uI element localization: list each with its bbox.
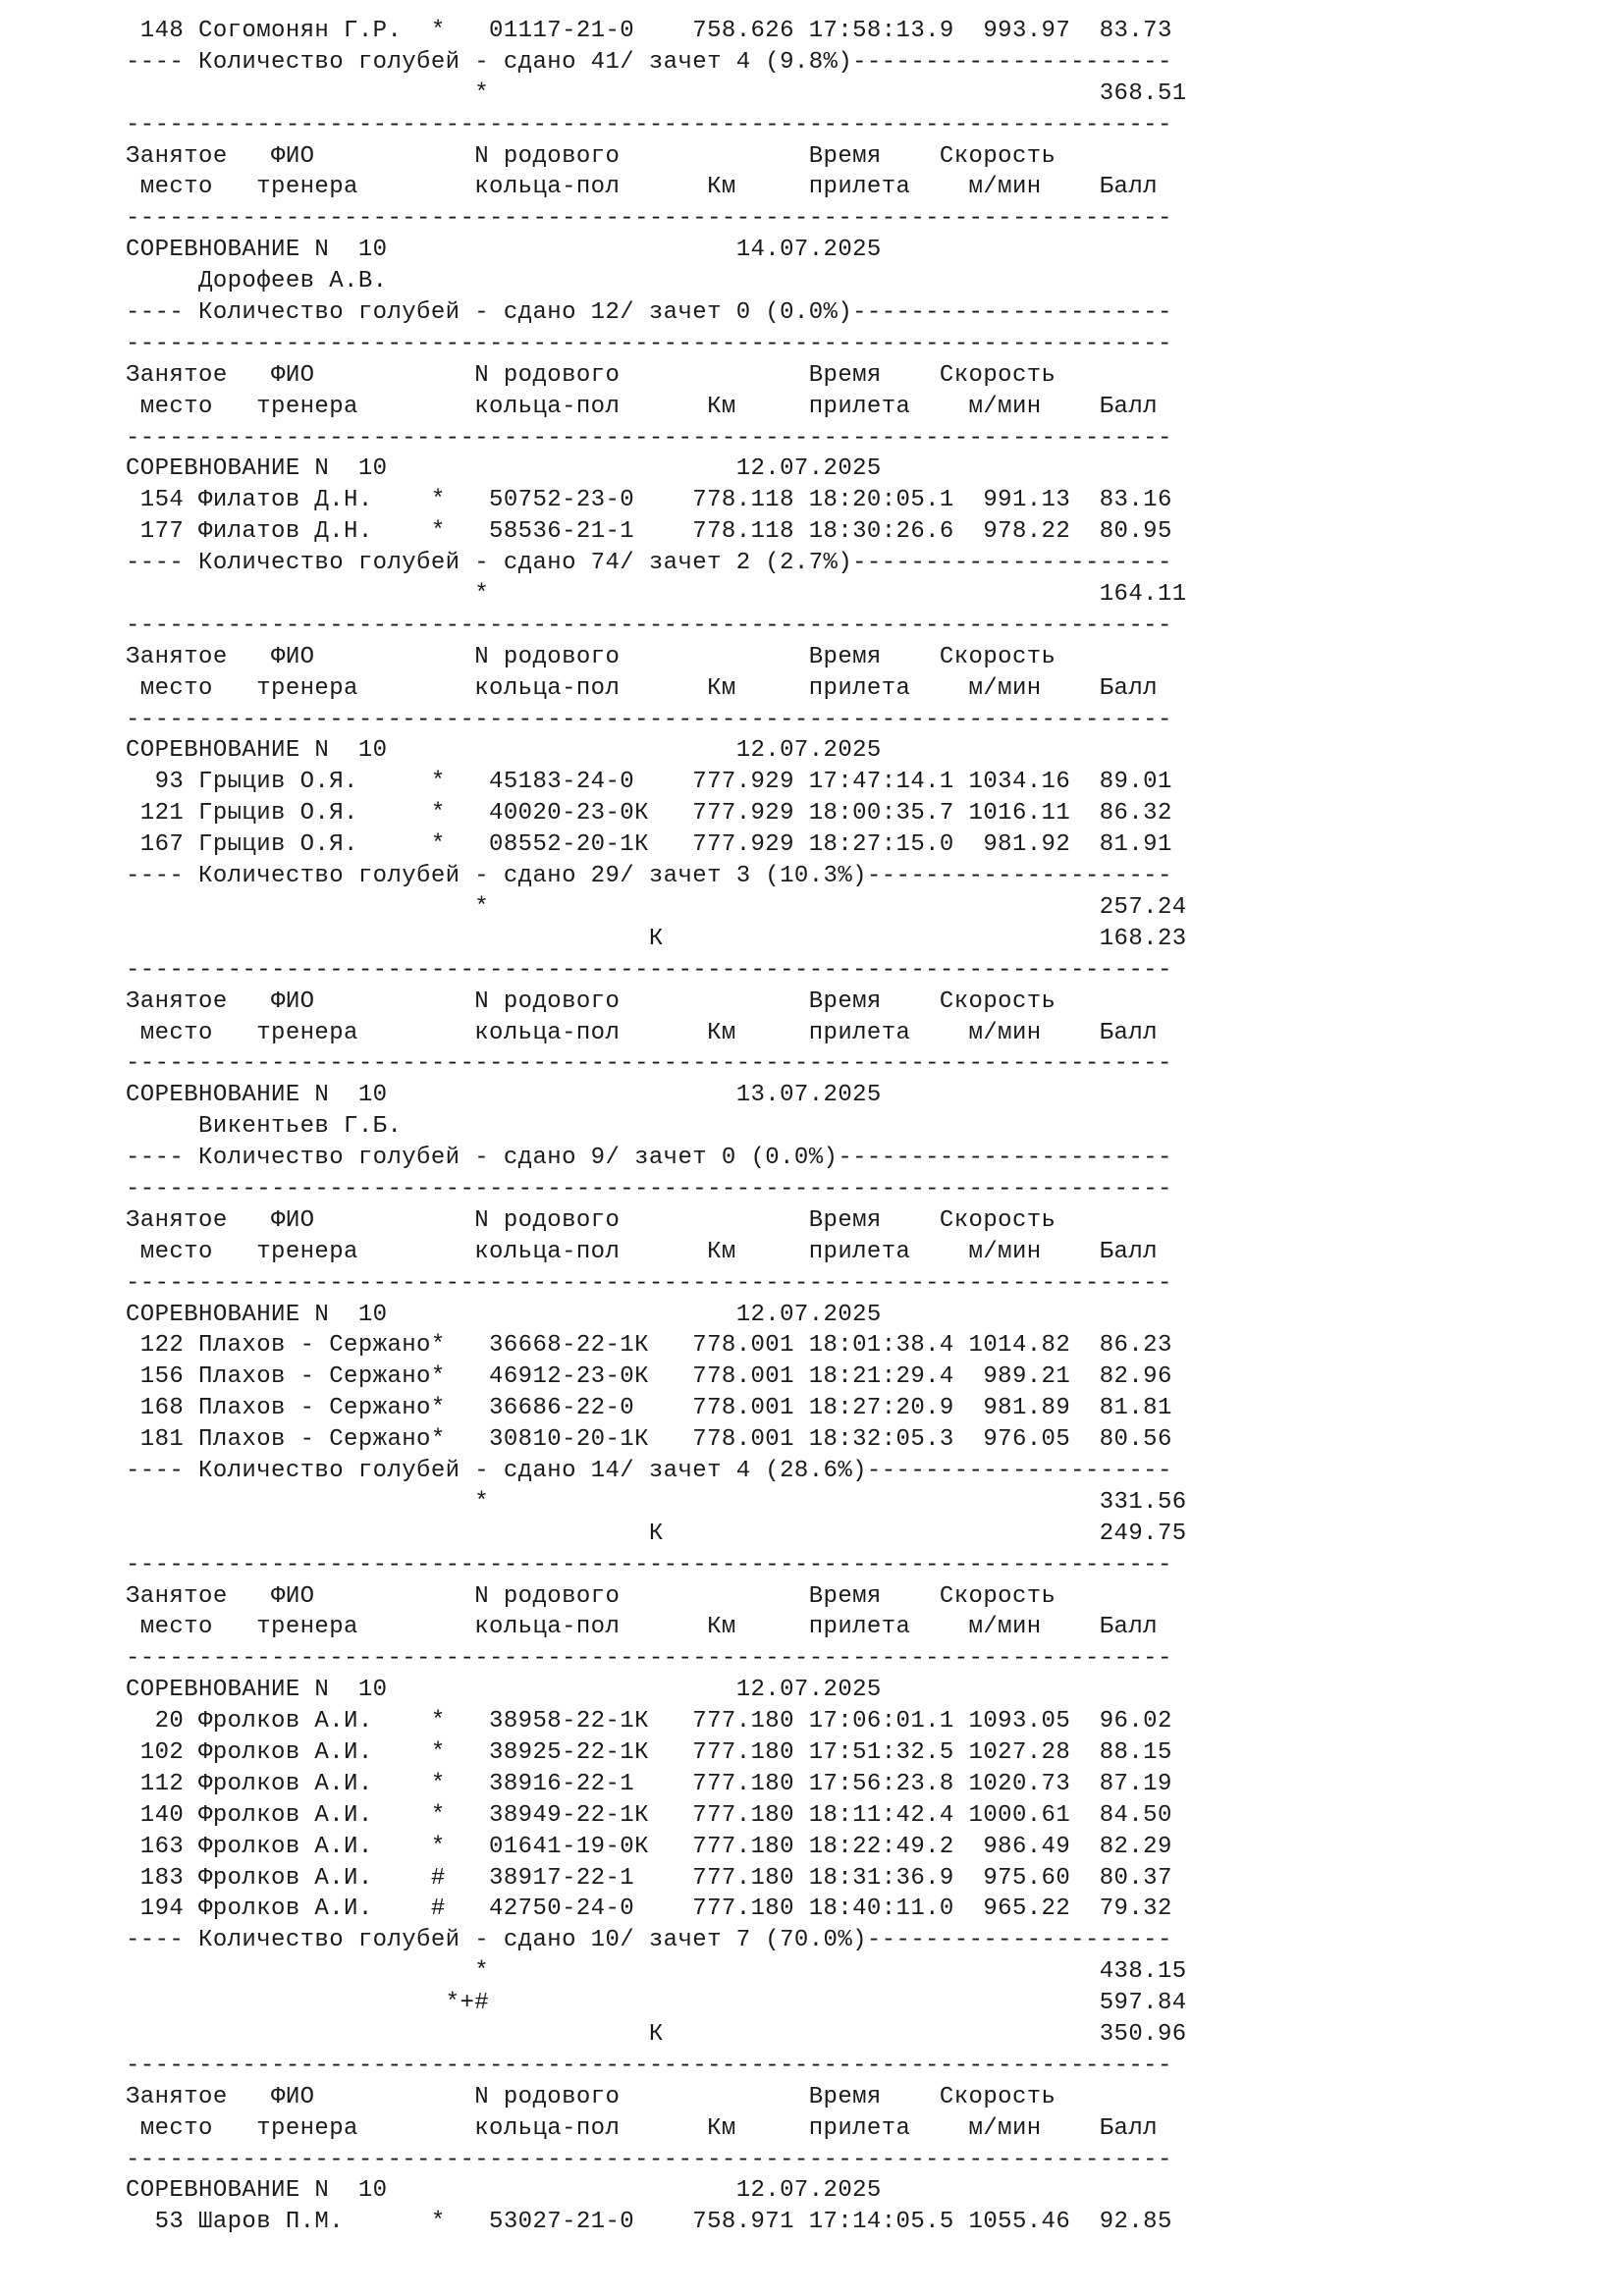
- column-header-row-1: Занятое ФИО N родового Время Скорость: [126, 1582, 1056, 1610]
- summary-count-line: ---- Количество голубей - сдано 14/ зачет 4 (28.6%)---------------------: [126, 1457, 1172, 1484]
- separator-line: ------------------------------------------------------------------------: [126, 612, 1172, 639]
- separator-line: ------------------------------------------------------------------------: [126, 2146, 1172, 2173]
- summary-count-line: ---- Количество голубей - сдано 41/ зачет 4 (9.8%)----------------------: [126, 48, 1172, 76]
- race-results-report: [126, 16, 1540, 2238]
- result-row: 53 Шаров П.М. * 53027-21-0 758.971 17:14:05.5 1055.46 92.85: [126, 2209, 1172, 2236]
- points-total-line: К 350.96: [126, 2021, 1187, 2048]
- result-row: 121 Грыцив О.Я. * 40020-23-0К 777.929 18:00:35.7 1016.11 86.32: [126, 800, 1172, 828]
- summary-count-line: ---- Количество голубей - сдано 9/ зачет 0 (0.0%)-----------------------: [126, 1145, 1172, 1172]
- competition-header: СОРЕВНОВАНИЕ N 10 12.07.2025: [126, 737, 882, 765]
- result-row: 181 Плахов - Сержано* 30810-20-1К 778.001 18:32:05.3 976.05 80.56: [126, 1426, 1172, 1454]
- result-row: 93 Грыцив О.Я. * 45183-24-0 777.929 17:47:14.1 1034.16 89.01: [126, 769, 1172, 796]
- result-row: 168 Плахов - Сержано* 36686-22-0 778.001 18:27:20.9 981.89 81.81: [126, 1395, 1172, 1422]
- column-header-row-2: место тренера кольца-пол Км прилета м/мин Балл: [126, 1614, 1158, 1641]
- column-header-row-2: место тренера кольца-пол Км прилета м/мин Балл: [126, 1019, 1158, 1046]
- summary-count-line: ---- Количество голубей - сдано 10/ зачет 7 (70.0%)---------------------: [126, 1927, 1172, 1954]
- points-total-line: К 168.23: [126, 925, 1187, 952]
- competition-header: СОРЕВНОВАНИЕ N 10 12.07.2025: [126, 2177, 882, 2205]
- result-row: 122 Плахов - Сержано* 36668-22-1К 778.001 18:01:38.4 1014.82 86.23: [126, 1332, 1172, 1360]
- separator-line: ------------------------------------------------------------------------: [126, 1050, 1172, 1078]
- points-total-line: * 331.56: [126, 1488, 1187, 1516]
- competition-header: СОРЕВНОВАНИЕ N 10 12.07.2025: [126, 455, 882, 483]
- separator-line: ------------------------------------------------------------------------: [126, 330, 1172, 357]
- competition-header: СОРЕВНОВАНИЕ N 10 13.07.2025: [126, 1082, 882, 1109]
- points-total-line: * 257.24: [126, 893, 1187, 921]
- result-row: 140 Фролков А.И. * 38949-22-1К 777.180 18:11:42.4 1000.61 84.50: [126, 1801, 1172, 1829]
- result-row: 163 Фролков А.И. * 01641-19-0К 777.180 18:22:49.2 986.49 82.29: [126, 1833, 1172, 1860]
- trainer-name-line: Дорофеев А.В.: [126, 268, 388, 295]
- column-header-row-1: Занятое ФИО N родового Время Скорость: [126, 988, 1056, 1015]
- points-total-line: * 164.11: [126, 581, 1187, 609]
- result-row: 148 Согомонян Г.Р. * 01117-21-0 758.626 17:58:13.9 993.97 83.73: [126, 18, 1172, 44]
- result-row: 183 Фролков А.И. # 38917-22-1 777.180 18:31:36.9 975.60 80.37: [126, 1864, 1172, 1892]
- points-total-line: * 368.51: [126, 80, 1187, 107]
- separator-line: ------------------------------------------------------------------------: [126, 1645, 1172, 1673]
- competition-header: СОРЕВНОВАНИЕ N 10 14.07.2025: [126, 237, 882, 264]
- trainer-name-line: Викентьев Г.Б.: [126, 1113, 403, 1141]
- separator-line: ------------------------------------------------------------------------: [126, 205, 1172, 233]
- result-row: 167 Грыцив О.Я. * 08552-20-1К 777.929 18:27:15.0 981.92 81.91: [126, 831, 1172, 859]
- summary-count-line: ---- Количество голубей - сдано 29/ зачет 3 (10.3%)---------------------: [126, 863, 1172, 890]
- points-total-line: *+# 597.84: [126, 1990, 1187, 2017]
- points-total-line: * 438.15: [126, 1958, 1187, 1986]
- result-row: 194 Фролков А.И. # 42750-24-0 777.180 18:40:11.0 965.22 79.32: [126, 1896, 1172, 1923]
- column-header-row-1: Занятое ФИО N родового Время Скорость: [126, 643, 1056, 670]
- column-header-row-1: Занятое ФИО N родового Время Скорость: [126, 361, 1056, 389]
- separator-line: ------------------------------------------------------------------------: [126, 1551, 1172, 1578]
- separator-line: ------------------------------------------------------------------------: [126, 111, 1172, 138]
- summary-count-line: ---- Количество голубей - сдано 74/ зачет 2 (2.7%)----------------------: [126, 550, 1172, 577]
- points-total-line: К 249.75: [126, 1520, 1187, 1547]
- column-header-row-2: место тренера кольца-пол Км прилета м/мин Балл: [126, 1238, 1158, 1265]
- column-header-row-1: Занятое ФИО N родового Время Скорость: [126, 142, 1056, 170]
- result-row: 102 Фролков А.И. * 38925-22-1К 777.180 17:51:32.5 1027.28 88.15: [126, 1738, 1172, 1766]
- separator-line: ------------------------------------------------------------------------: [126, 706, 1172, 733]
- column-header-row-2: место тренера кольца-пол Км прилета м/мин Балл: [126, 2114, 1158, 2142]
- column-header-row-1: Занятое ФИО N родового Время Скорость: [126, 2083, 1056, 2110]
- result-row: 177 Филатов Д.Н. * 58536-21-1 778.118 18:30:26.6 978.22 80.95: [126, 518, 1172, 546]
- result-row: 156 Плахов - Сержано* 46912-23-0К 778.001 18:21:29.4 989.21 82.96: [126, 1363, 1172, 1391]
- result-row: 154 Филатов Д.Н. * 50752-23-0 778.118 18:20:05.1 991.13 83.16: [126, 487, 1172, 514]
- result-row: 112 Фролков А.И. * 38916-22-1 777.180 17:56:23.8 1020.73 87.19: [126, 1770, 1172, 1797]
- result-row: 20 Фролков А.И. * 38958-22-1К 777.180 17:06:01.1 1093.05 96.02: [126, 1708, 1172, 1735]
- column-header-row-2: место тренера кольца-пол Км прилета м/мин Балл: [126, 174, 1158, 201]
- competition-header: СОРЕВНОВАНИЕ N 10 12.07.2025: [126, 1301, 882, 1328]
- separator-line: ------------------------------------------------------------------------: [126, 956, 1172, 984]
- column-header-row-2: место тренера кольца-пол Км прилета м/мин Балл: [126, 393, 1158, 420]
- competition-header: СОРЕВНОВАНИЕ N 10 12.07.2025: [126, 1677, 882, 1704]
- separator-line: ------------------------------------------------------------------------: [126, 424, 1172, 452]
- column-header-row-1: Занятое ФИО N родового Время Скорость: [126, 1206, 1056, 1234]
- separator-line: ------------------------------------------------------------------------: [126, 1175, 1172, 1202]
- separator-line: ------------------------------------------------------------------------: [126, 1269, 1172, 1297]
- column-header-row-2: место тренера кольца-пол Км прилета м/мин Балл: [126, 674, 1158, 702]
- summary-count-line: ---- Количество голубей - сдано 12/ зачет 0 (0.0%)----------------------: [126, 299, 1172, 327]
- separator-line: ------------------------------------------------------------------------: [126, 2052, 1172, 2079]
